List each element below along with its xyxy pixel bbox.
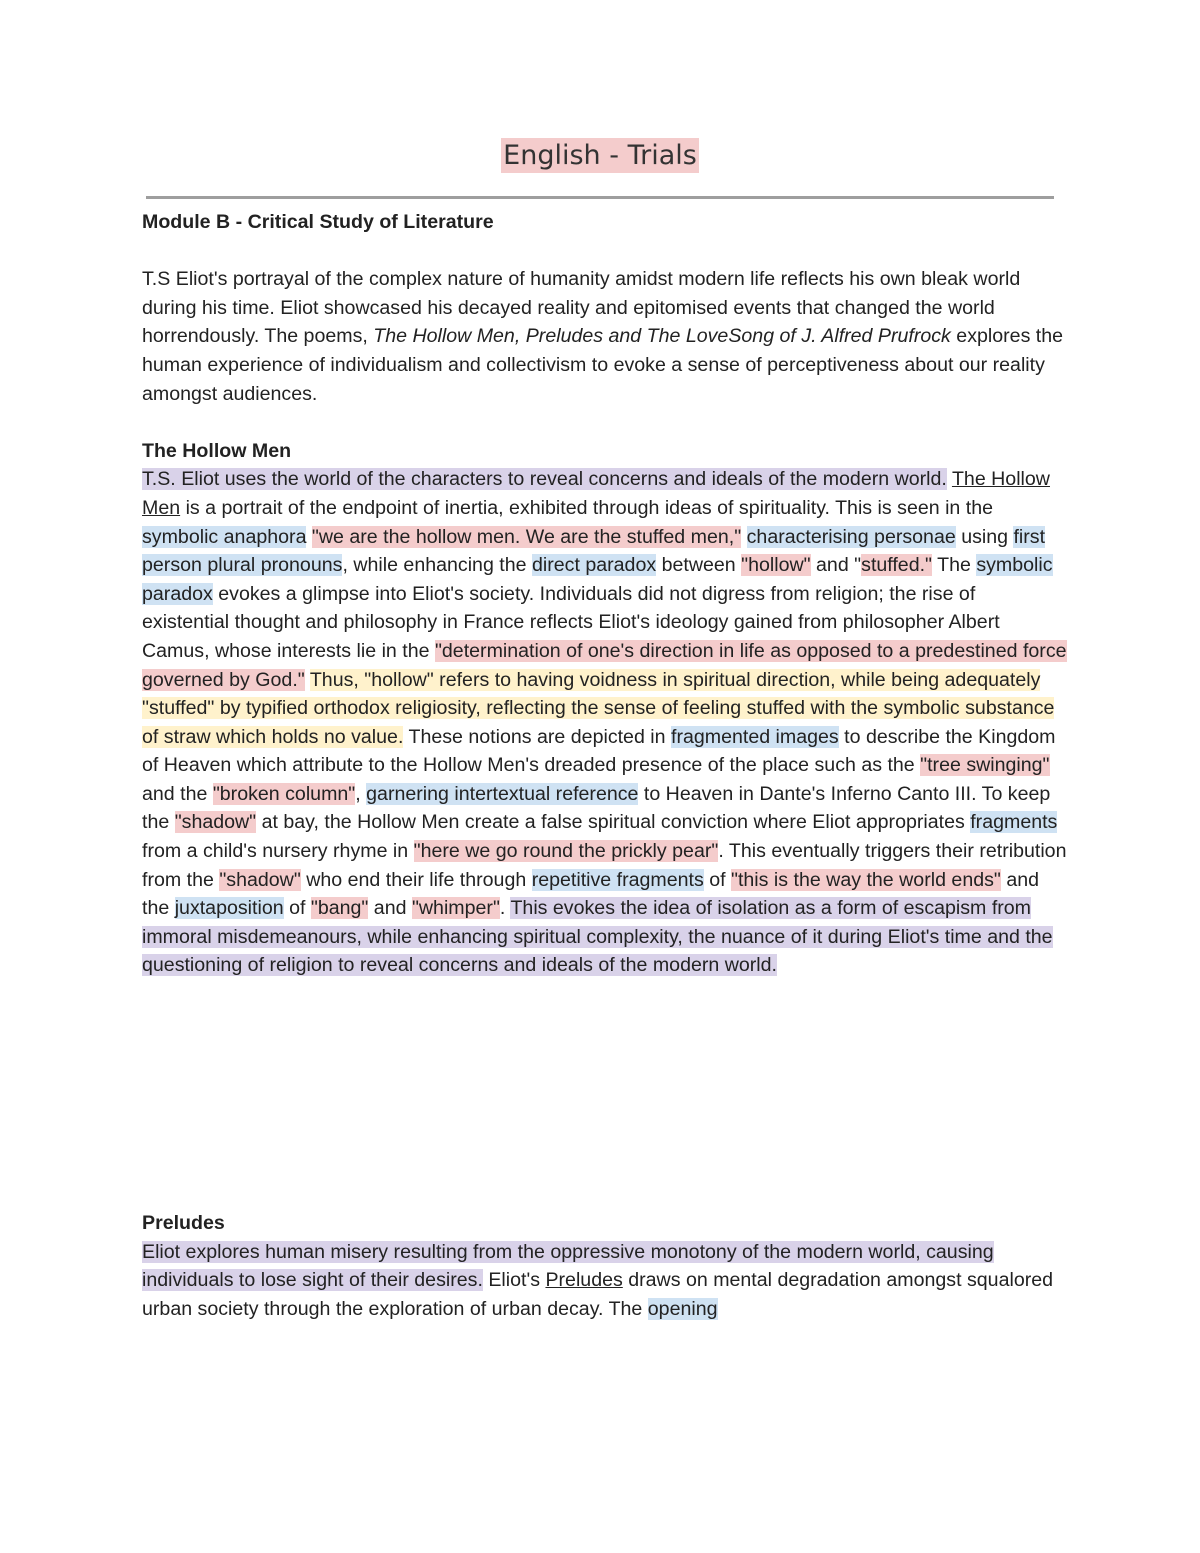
text-run: using	[955, 525, 1014, 548]
technique-highlight: symbolic anaphora	[142, 525, 307, 548]
quote-highlight: "determination of one's direction in life as opposed to a predestined force governed by God."	[142, 639, 1067, 691]
text-run: and "	[810, 554, 862, 577]
quote-highlight: "broken column"	[212, 782, 356, 805]
text-run: who end their life through	[300, 868, 532, 891]
technique-highlight: repetitive fragments	[531, 868, 704, 891]
technique-highlight: characterising personae	[746, 525, 956, 548]
text-run: is a portrait of the endpoint of inertia, exhibited through ideas of spirituality. This is seen in the	[180, 496, 994, 519]
hollow-men-paragraph	[142, 465, 1067, 980]
technique-highlight: symbolic paradox	[142, 554, 1053, 605]
intro-poem-titles: The Hollow Men, Preludes and The LoveSong of J. Alfred Prufrock	[373, 325, 951, 348]
quote-highlight: "we are the hollow men. We are the stuffed men,"	[311, 525, 742, 548]
document-title: English - Trials	[503, 140, 697, 171]
text-run: draws on mental degradation amongst squalored urban society through the exploration of urban decay. The	[142, 1269, 1054, 1320]
intro-text: T.S Eliot's portrayal of the complex nature of humanity amidst modern life reflects his own bleak world during his time. Eliot showcased his decayed reality and epitomised events that changed the world horrendously. The poems,	[142, 268, 1021, 348]
text-run: and the	[142, 868, 1040, 920]
text-run: of	[703, 868, 732, 891]
thesis-highlight: T.S. Eliot uses the world of the characters to reveal concerns and ideals of the modern world.	[142, 468, 947, 491]
thesis-highlight: This evokes the idea of isolation as a form of escapism from immoral misdemeanours, while enhancing spiritual complexity, the nuance of it during Eliot's time and the questioning of religion to reveal concerns and ideals of the modern world.	[142, 897, 1053, 977]
poem-title: The Hollow Men	[142, 468, 1050, 519]
technique-highlight: juxtaposition	[174, 897, 284, 920]
intro-text: explores the human experience of individualism and collectivism to evoke a sense of perceptiveness about our reality amongst audiences.	[142, 325, 1064, 405]
text-run	[741, 526, 746, 548]
text-run: from a child's nursery rhyme in	[142, 840, 414, 863]
text-run: Eliot's	[482, 1269, 546, 1292]
quote-highlight: "whimper"	[411, 897, 500, 920]
quote-highlight: "shadow"	[174, 811, 257, 834]
blank-line	[142, 408, 1067, 437]
quote-highlight: "shadow"	[219, 868, 301, 891]
section-heading-preludes: Preludes	[142, 1212, 225, 1235]
quote-highlight: "here we go round the prickly pear"	[413, 840, 719, 863]
text-run: and	[368, 897, 412, 920]
text-run: between	[656, 554, 742, 577]
module-heading: Module B - Critical Study of Literature	[142, 211, 494, 233]
thesis-highlight: Eliot explores human misery resulting from the oppressive monotony of the modern world, causing individuals to lose sight of their desires.	[142, 1240, 994, 1292]
text-run: evokes a glimpse into Eliot's society. Individuals did not digress from religion; the rise of existential thought and philosophy in France reflects Eliot's ideology gained from philosopher Albert Camus, whose interests lie in the	[142, 582, 1000, 662]
quote-highlight: stuffed."	[861, 554, 933, 577]
technique-highlight: opening	[647, 1297, 718, 1320]
analysis-highlight: Thus, "hollow" refers to having voidness in spiritual direction, while being adequately "stuffed" by typified orthodox religiosity, reflecting the sense of feeling stuffed with the symbolic substance of straw which holds no value.	[142, 668, 1055, 748]
intro-paragraph	[142, 265, 1067, 408]
quote-highlight: "tree swinging"	[920, 754, 1050, 777]
technique-highlight: garnering intertextual reference	[366, 782, 639, 805]
technique-highlight: fragments	[970, 811, 1058, 834]
page-whitespace	[142, 980, 1067, 1209]
text-run: . This eventually triggers their retribution from the	[142, 840, 1067, 891]
blank-line	[142, 237, 1067, 266]
quote-highlight: "bang"	[310, 897, 369, 920]
text-run: to describe the Kingdom of Heaven which attribute to the Hollow Men's dreaded presence of the place such as the	[142, 725, 1056, 777]
text-run: , while enhancing the	[342, 554, 532, 577]
horizontal-rule	[146, 196, 1054, 199]
text-run: These notions are depicted in	[403, 725, 671, 748]
quote-highlight: "hollow"	[741, 554, 811, 577]
technique-highlight: fragmented images	[671, 725, 839, 748]
text-run: to Heaven in Dante's Inferno Canto III. To keep the	[142, 782, 1051, 834]
text-run: at bay, the Hollow Men create a false spiritual conviction where Eliot appropriates	[256, 811, 971, 834]
text-run: of	[283, 897, 311, 920]
text-run: .	[499, 897, 511, 920]
quote-highlight: "this is the way the world ends"	[731, 868, 1001, 891]
title-container	[0, 138, 1200, 174]
poem-title: Preludes	[545, 1269, 623, 1292]
text-run: The	[932, 554, 977, 577]
text-run: and the	[142, 782, 213, 805]
technique-highlight: first person plural pronouns	[142, 525, 1046, 577]
technique-highlight: direct paradox	[531, 554, 657, 577]
text-run: ,	[355, 782, 367, 805]
section-heading-hollow-men: The Hollow Men	[142, 439, 292, 462]
document-body	[142, 208, 1067, 1323]
preludes-paragraph	[142, 1238, 1067, 1324]
